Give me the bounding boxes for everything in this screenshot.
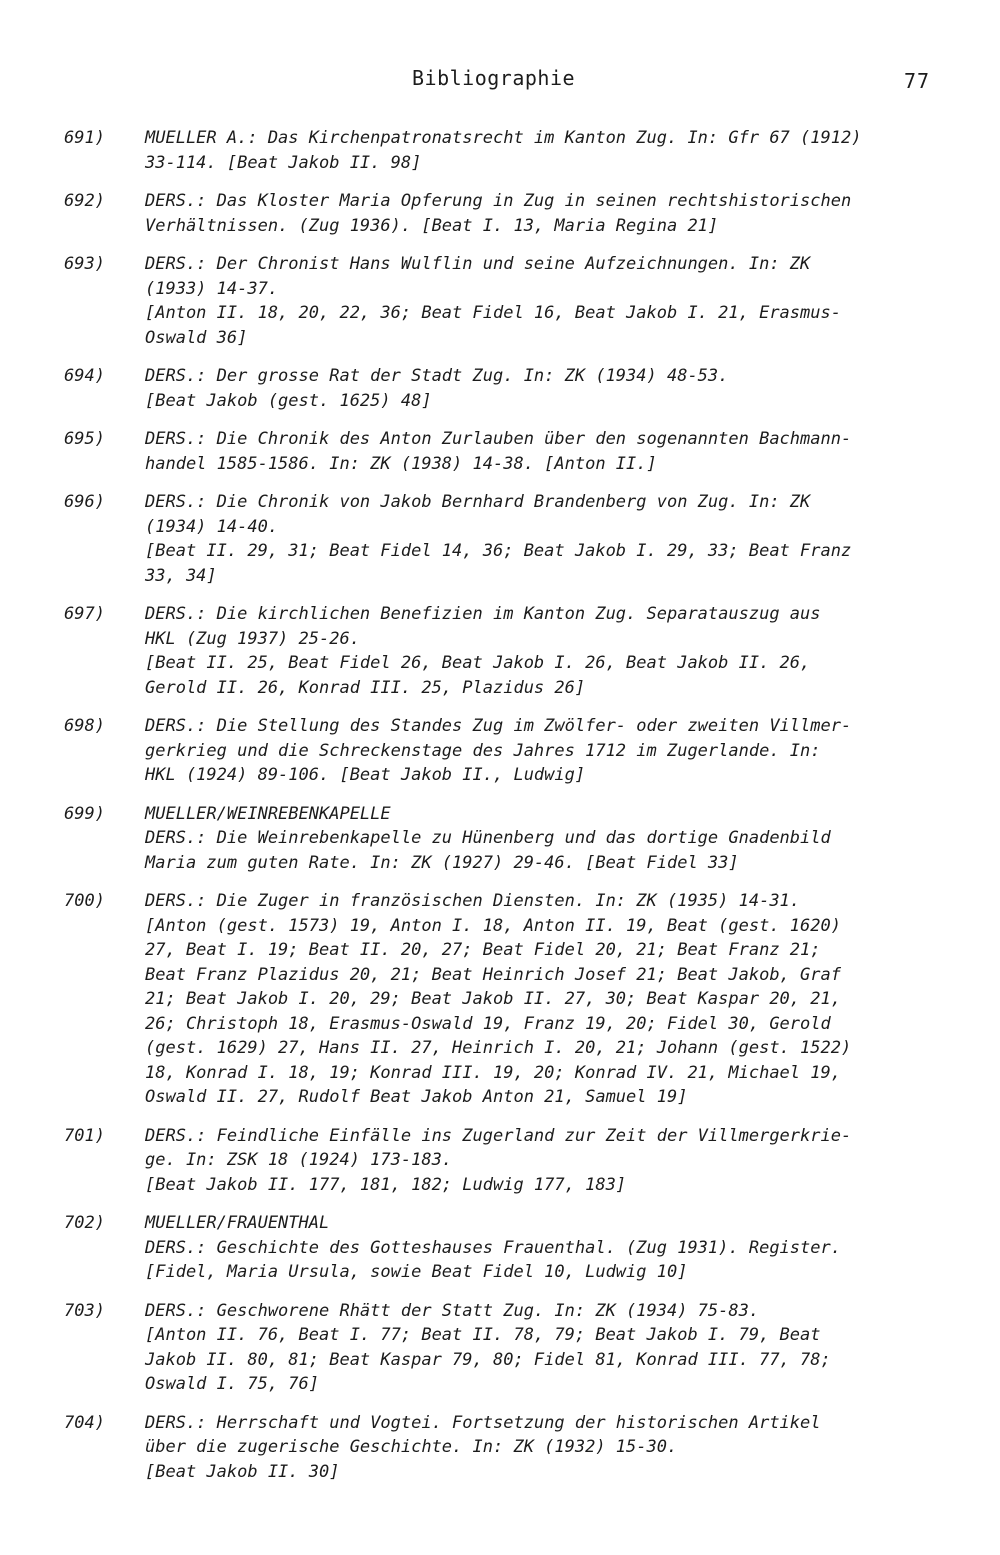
entry-text	[145, 602, 935, 700]
entry-line: DERS.: Geschworene Rhätt der Statt Zug. In: ZK (1934) 75-83.	[145, 1300, 760, 1321]
entry-line: [Anton II. 76, Beat I. 77; Beat II. 78, 79; Beat Jakob I. 79, Beat	[145, 1325, 821, 1345]
bibliography-entry	[0, 1124, 1000, 1198]
entry-text	[145, 490, 935, 588]
entry-line: [Fidel, Maria Ursula, sowie Beat Fidel 10, Ludwig 10]	[145, 1262, 688, 1282]
entry-line: HKL (1924) 89-106. [Beat Jakob II., Ludwig]	[145, 765, 586, 785]
entry-line: DERS.: Die Stellung des Standes Zug im Zwölfer- oder zweiten Villmer-	[145, 716, 852, 736]
entry-number: 703)	[64, 1300, 105, 1321]
entry-line: DERS.: Der grosse Rat der Stadt Zug. In: ZK (1934) 48-53.	[145, 366, 729, 386]
entry-line: 33, 34]	[145, 565, 217, 586]
entry-line: [Anton (gest. 1573) 19, Anton I. 18, Anton II. 19, Beat (gest. 1620)	[145, 915, 841, 936]
entry-number: 696)	[64, 492, 105, 512]
entry-line: Oswald I. 75, 76]	[145, 1374, 319, 1394]
entry-line: (gest. 1629) 27, Hans II. 27, Heinrich I. 20, 21; Johann (gest. 1522)	[145, 1038, 852, 1058]
entry-number: 695)	[64, 429, 105, 449]
running-title: Bibliographie	[412, 66, 576, 90]
entry-line: [Beat II. 29, 31; Beat Fidel 14, 36; Beat Jakob I. 29, 33; Beat Franz	[145, 541, 852, 561]
entry-text	[145, 714, 935, 788]
entry-line: DERS.: Die Chronik des Anton Zurlauben über den sogenannten Bachmann-	[145, 429, 852, 449]
entry-line: ge. In: ZSK 18 (1924) 173-183.	[145, 1150, 453, 1170]
entry-line: [Beat Jakob II. 30]	[145, 1461, 340, 1482]
entry-line: DERS.: Die Chronik von Jakob Bernhard Brandenberg von Zug. In: ZK	[145, 492, 811, 512]
entry-line: Oswald II. 27, Rudolf Beat Jakob Anton 21, Samuel 19]	[145, 1087, 688, 1107]
entry-line: HKL (Zug 1937) 25-26.	[145, 628, 360, 649]
entry-number: 701)	[64, 1125, 105, 1146]
entry-text	[145, 126, 935, 175]
entry-number: 699)	[64, 803, 105, 824]
entry-line: [Beat II. 25, Beat Fidel 26, Beat Jakob I. 26, Beat Jakob II. 26,	[145, 653, 811, 673]
entry-text	[145, 802, 935, 876]
bibliography-entry	[0, 602, 1000, 700]
entry-number: 698)	[64, 716, 105, 736]
entry-text	[145, 189, 935, 238]
entry-line: über die zugerische Geschichte. In: ZK (1932) 15-30.	[145, 1437, 678, 1457]
entry-number: 702)	[64, 1213, 105, 1233]
entry-line: handel 1585-1586. In: ZK (1938) 14-38. [Anton II.]	[145, 453, 657, 474]
entry-line: 26; Christoph 18, Erasmus-Oswald 19, Franz 19, 20; Fidel 30, Gerold	[145, 1013, 831, 1034]
entry-line: [Beat Jakob II. 177, 181, 182; Ludwig 177, 183]	[145, 1174, 627, 1195]
entry-line: (1934) 14-40.	[145, 516, 279, 537]
bibliography-entry	[0, 490, 1000, 588]
entry-line: 21; Beat Jakob I. 20, 29; Beat Jakob II. 27, 30; Beat Kaspar 20, 21,	[145, 989, 841, 1009]
entry-number: 704)	[64, 1412, 105, 1433]
entry-line: Oswald 36]	[145, 327, 248, 348]
entry-text	[145, 1411, 935, 1485]
entry-line: Beat Franz Plazidus 20, 21; Beat Heinrich Josef 21; Beat Jakob, Graf	[145, 964, 841, 985]
entry-line: Jakob II. 80, 81; Beat Kaspar 79, 80; Fidel 81, Konrad III. 77, 78;	[145, 1349, 831, 1370]
page-number: 77	[904, 69, 931, 93]
entry-text	[145, 252, 935, 350]
entry-line: DERS.: Feindliche Einfälle ins Zugerland zur Zeit der Villmergerkrie-	[145, 1125, 852, 1146]
bibliography-entry	[0, 802, 1000, 876]
entry-line: [Beat Jakob (gest. 1625) 48]	[145, 390, 432, 411]
entry-line: [Anton II. 18, 20, 22, 36; Beat Fidel 16, Beat Jakob I. 21, Erasmus-	[145, 303, 841, 323]
entry-line: Gerold II. 26, Konrad III. 25, Plazidus 26]	[145, 677, 586, 698]
bibliography-entry	[0, 714, 1000, 788]
entry-line: (1933) 14-37.	[145, 278, 279, 299]
entry-line: DERS.: Herrschaft und Vogtei. Fortsetzung der historischen Artikel	[145, 1412, 821, 1433]
entry-line: DERS.: Die Zuger in französischen Diensten. In: ZK (1935) 14-31.	[145, 891, 801, 911]
entry-number: 693)	[64, 254, 105, 274]
entry-number: 691)	[64, 128, 105, 148]
bibliography-entry	[0, 1211, 1000, 1285]
entry-line: Maria zum guten Rate. In: ZK (1927) 29-46. [Beat Fidel 33]	[145, 852, 739, 873]
entry-line: 33-114. [Beat Jakob II. 98]	[145, 152, 422, 173]
bibliography-entry	[0, 126, 1000, 175]
entry-text	[145, 1124, 935, 1198]
bibliography-entry	[0, 252, 1000, 350]
entry-line: Verhältnissen. (Zug 1936). [Beat I. 13, Maria Regina 21]	[145, 215, 719, 236]
page-header	[0, 66, 1000, 96]
entry-line: MUELLER/FRAUENTHAL	[145, 1213, 330, 1233]
entry-number: 697)	[64, 604, 105, 624]
entry-line: DERS.: Der Chronist Hans Wulflin und seine Aufzeichnungen. In: ZK	[145, 254, 811, 274]
entry-line: DERS.: Die Weinrebenkapelle zu Hünenberg und das dortige Gnadenbild	[145, 828, 831, 848]
entry-line: DERS.: Geschichte des Gotteshauses Frauenthal. (Zug 1931). Register.	[145, 1237, 841, 1258]
entry-number: 700)	[64, 891, 105, 911]
entry-number: 694)	[64, 366, 105, 386]
entry-line: DERS.: Die kirchlichen Benefizien im Kanton Zug. Separatauszug aus	[145, 604, 821, 624]
bibliography-entry	[0, 1299, 1000, 1397]
entry-line: MUELLER A.: Das Kirchenpatronatsrecht im Kanton Zug. In: Gfr 67 (1912)	[145, 128, 862, 148]
bibliography-entry	[0, 364, 1000, 413]
bibliography-entry	[0, 189, 1000, 238]
entry-text	[145, 364, 935, 413]
entry-text	[145, 1299, 935, 1397]
entry-text	[145, 427, 935, 476]
entry-line: 27, Beat I. 19; Beat II. 20, 27; Beat Fidel 20, 21; Beat Franz 21;	[145, 940, 821, 960]
entry-number: 692)	[64, 191, 105, 211]
entry-line: DERS.: Das Kloster Maria Opferung in Zug in seinen rechtshistorischen	[145, 191, 852, 211]
entry-text	[145, 1211, 935, 1285]
entry-line: MUELLER/WEINREBENKAPELLE	[145, 803, 391, 824]
bibliography-entry	[0, 1411, 1000, 1485]
entry-line: 18, Konrad I. 18, 19; Konrad III. 19, 20; Konrad IV. 21, Michael 19,	[145, 1062, 841, 1083]
bibliography-entry	[0, 889, 1000, 1110]
bibliography-entries	[0, 126, 1000, 1498]
entry-line: gerkrieg und die Schreckenstage des Jahres 1712 im Zugerlande. In:	[145, 740, 821, 761]
entry-text	[145, 889, 935, 1110]
bibliography-entry	[0, 427, 1000, 476]
